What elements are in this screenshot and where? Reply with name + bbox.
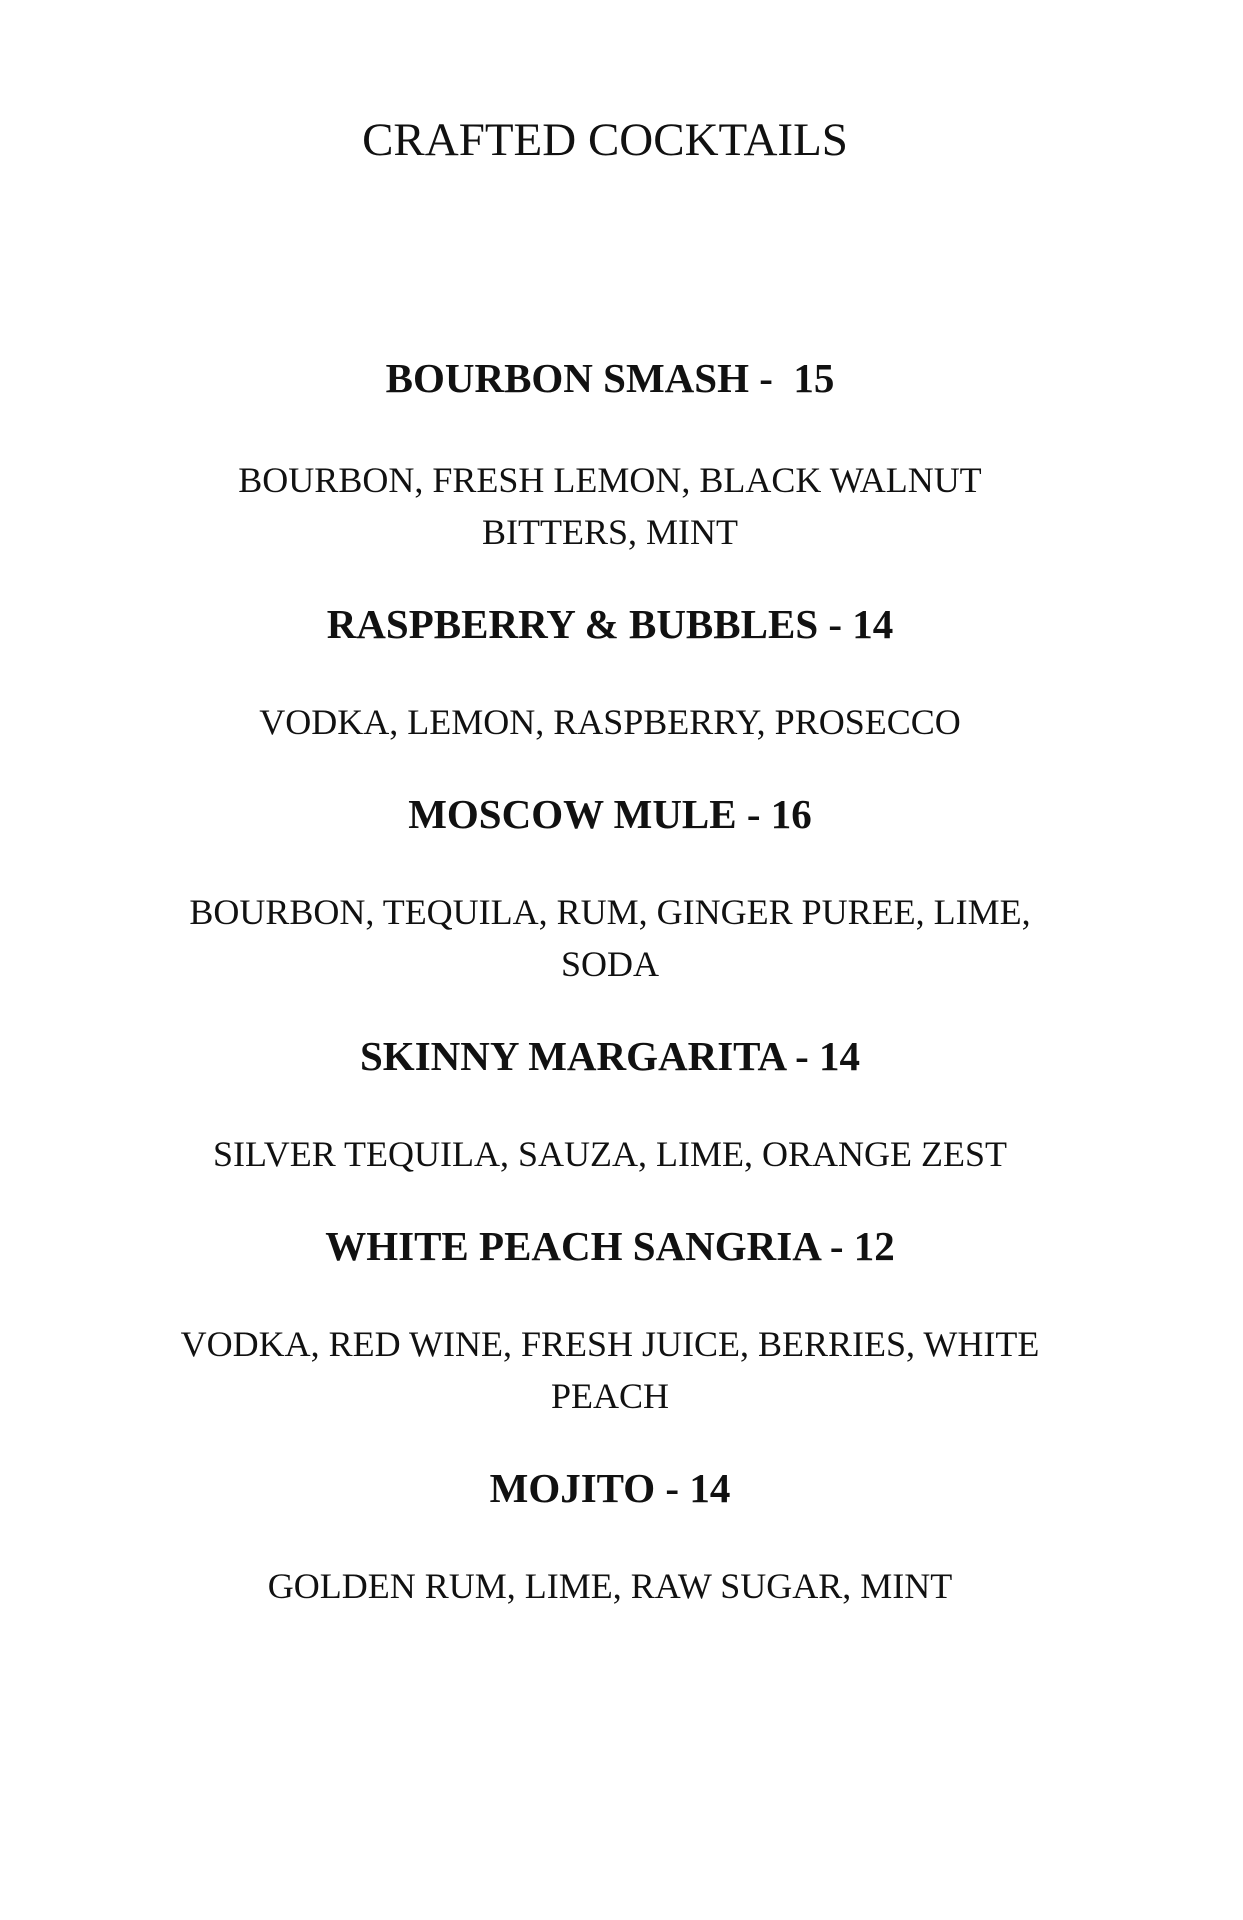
- cocktail-name-moscow-mule: MOSCOW MULE - 16: [408, 791, 812, 837]
- cocktail-description-raspberry-bubbles: VODKA, LEMON, RASPBERRY, PROSECCO: [259, 702, 961, 742]
- cocktail-name-white-peach-sangria: WHITE PEACH SANGRIA - 12: [325, 1223, 895, 1269]
- menu-title: CRAFTED COCKTAILS: [362, 114, 848, 166]
- cocktail-description-white-peach-sangria: VODKA, RED WINE, FRESH JUICE, BERRIES, WHITE PEACH: [180, 1324, 1040, 1416]
- cocktail-name-skinny-margarita: SKINNY MARGARITA - 14: [360, 1033, 860, 1079]
- cocktail-name-bourbon-smash: BOURBON SMASH - 15: [385, 355, 835, 401]
- cocktail-name-mojito: MOJITO - 14: [489, 1465, 731, 1511]
- cocktail-name-raspberry-bubbles: RASPBERRY & BUBBLES - 14: [326, 601, 894, 647]
- cocktail-description-mojito: GOLDEN RUM, LIME, RAW SUGAR, MINT: [267, 1566, 953, 1606]
- cocktail-description-bourbon-smash: BOURBON, FRESH LEMON, BLACK WALNUT BITTERS, MINT: [238, 460, 982, 552]
- cocktail-description-skinny-margarita: SILVER TEQUILA, SAUZA, LIME, ORANGE ZEST: [213, 1134, 1007, 1174]
- cocktail-description-moscow-mule: BOURBON, TEQUILA, RUM, GINGER PUREE, LIME, SODA: [189, 892, 1031, 984]
